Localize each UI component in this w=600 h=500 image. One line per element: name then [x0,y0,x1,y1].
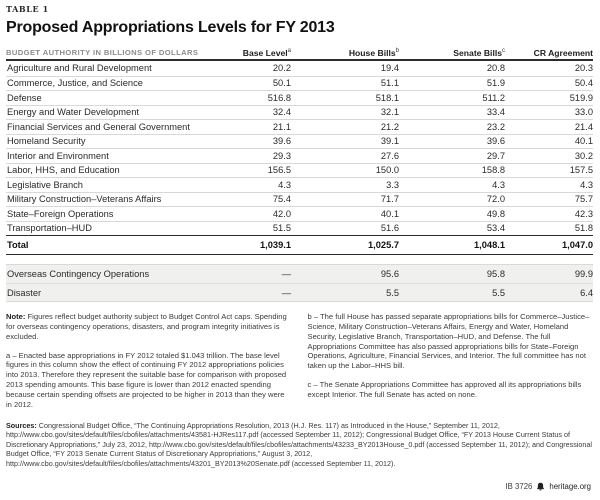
cell-value: 99.9 [574,269,593,279]
cell-value: 150.0 [375,165,399,176]
column-header-house-bills [291,48,399,58]
cell-value: 40.1 [380,208,399,219]
column-header-label: Base Level [242,47,288,58]
table-row [6,192,593,207]
cell-value: 158.8 [481,165,505,176]
total-value: 1,039.1 [259,240,291,250]
row-label: State–Foreign Operations [7,208,114,219]
cell-value: 4.3 [278,179,291,190]
cell-value: 95.8 [486,269,505,279]
cell-value: 75.4 [272,194,291,205]
cell-value: 20.2 [272,63,291,74]
table-row [6,221,593,236]
row-label: Labor, HHS, and Education [7,165,120,176]
cell-value: — [281,269,291,279]
column-header-cr-agreement [505,48,593,58]
cell-value: 157.5 [569,165,593,176]
footnote-a: a – Enacted base appropriations in FY 2012 totaled $1.043 trillion. The base level figures in this column show the effect of continuing FY 2012 appropriations policies into 2013. Therefore they represent the suitable base for comparison with proposed 2013 spending amounts. This base figure is lower than 2012 enacted spending because certain spending offsets are projected to be higher in 2013 than they were in 2012. [6,350,287,409]
cell-value: 95.6 [380,269,399,279]
document-id: IB 3726 [505,482,533,491]
table-total-row [6,235,593,255]
table-row [6,177,593,192]
column-header-label: CR Agreement [533,47,593,58]
table-row [6,105,593,120]
table-row [6,90,593,105]
footnotes-section [6,312,593,419]
column-header-base-level [199,48,291,58]
cell-value: 32.1 [380,107,399,118]
cell-value: 29.3 [272,150,291,161]
cell-value: 511.2 [482,92,505,103]
cell-value: 39.6 [486,136,505,147]
column-header-senate-bills [399,48,505,58]
cell-value: 23.2 [486,121,505,132]
cell-value: 19.4 [380,63,399,74]
cell-value: 156.5 [267,165,291,176]
row-label: Transportation–HUD [7,223,92,234]
table-row [6,265,593,283]
cell-value: 71.7 [380,194,399,205]
table-row [6,61,593,76]
row-label: Financial Services and General Government [7,121,190,132]
cell-value: 4.3 [492,179,505,190]
row-label: Energy and Water Development [7,107,139,118]
footnotes-right-column [308,312,594,419]
sources-text: Congressional Budget Office, “The Continuing Appropriations Resolution, 2013 (H.J. Res. 117) as Introduced in the House,” September 11, 2012, http://www.cbo.gov/sites/default/files/cbofiles/attachments/43581-HJRes117.pdf (accessed September 11, 2012); Congressional Budget Office, “FY 2013 House Current Status of Discretionary Appropriations,” July 23, 2012, http://www.cbo.gov/sites/default/files/cbofiles/attachments/43233_BY2013House_0.pdf (accessed September 11, 2012); and Congressional Budget Office, “FY 2013 Senate Current Status of Discretionary Appropriations,” August 3, 2012, http://www.cbo.gov/sites/default/files/cbofiles/attachments/43201_BY2013%20Senate.pdf (accessed September 11, 2012). [6,420,592,468]
total-value: 1,025.7 [367,240,399,250]
general-note: Note: Figures reflect budget authority subject to Budget Control Act caps. Spending for overseas contingency operations, disasters, and program integrity initiatives is excluded. [6,312,287,341]
total-value: 1,047.0 [561,240,593,250]
column-header-label: House Bills [348,47,396,58]
footnote-marker-b: b [395,47,399,54]
cell-value: 21.2 [380,121,399,132]
table-row [6,119,593,134]
cell-value: 42.3 [574,208,593,219]
cell-value: 6.4 [580,287,593,298]
table-header-row [6,46,593,61]
note-label: Note: [6,312,26,321]
cell-value: 51.1 [380,78,399,89]
footnote-b: b – The full House has passed separate appropriations bills for Commerce–Justice–Science, Military Construction–Veterans Affairs, Energy and Water, Homeland Security, Legislative Branch, Transportation–HUD, and Defense. The full Appropriations Committee has also passed appropriations bills for State–Foreign Operations, Agriculture, Financial Services, and Interior. The full committee has not taken up the Labor–HHS bill. [307,312,590,371]
table-row [6,134,593,149]
footnote-marker-c: c [502,47,505,54]
table-row [6,76,593,91]
cell-value: 33.0 [574,107,593,118]
cell-value: 27.6 [380,150,399,161]
cell-value: 20.8 [486,63,505,74]
cell-value: 53.4 [486,223,505,234]
page-title: Proposed Appropriations Levels for FY 2013 [6,19,335,36]
total-label: Total [7,240,29,250]
table-row [6,148,593,163]
cell-value: 518.1 [375,92,399,103]
cell-value: 519.9 [569,92,593,103]
cell-value: 33.4 [486,107,505,118]
cell-value: 40.1 [574,136,593,147]
row-label: Defense [7,92,42,103]
cell-value: 516.8 [267,92,291,103]
sources-label: Sources: [6,420,37,430]
cell-value: 75.7 [574,194,593,205]
row-label: Disaster [7,287,42,298]
cell-value: 39.6 [272,136,291,147]
cell-value: — [281,287,291,298]
cell-value: 4.3 [580,179,593,190]
cell-value: 49.8 [486,208,505,219]
cell-value: 72.0 [486,194,505,205]
row-label: Homeland Security [7,136,86,147]
table-row [6,283,593,301]
cell-value: 51.9 [486,78,505,89]
cell-value: 51.8 [574,223,593,234]
liberty-bell-icon [536,482,545,491]
footnotes-left-column [6,312,292,419]
cell-value: 21.4 [574,121,593,132]
appropriations-table [6,46,593,302]
cell-value: 21.1 [272,121,291,132]
row-label: Commerce, Justice, and Science [7,78,143,89]
cell-value: 29.7 [486,150,505,161]
cell-value: 32.4 [272,107,291,118]
table-row [6,206,593,221]
table-row [6,163,593,178]
table-units-label: BUDGET AUTHORITY IN BILLIONS OF DOLLARS [6,48,199,57]
row-label: Agriculture and Rural Development [7,63,152,74]
cell-value: 50.4 [574,78,593,89]
total-value: 1,048.1 [473,240,505,250]
table-number-label: TABLE 1 [6,4,49,14]
cell-value: 51.6 [380,223,399,234]
column-header-label: Senate Bills [453,47,502,58]
row-label: Legislative Branch [7,179,83,190]
cell-value: 39.1 [380,136,399,147]
website-text: heritage.org [549,482,591,491]
cell-value: 42.0 [272,208,291,219]
document-footer [505,482,591,491]
table-body [6,61,593,235]
cell-value: 3.3 [386,179,399,190]
cell-value: 20.3 [574,63,593,74]
cell-value: 5.5 [386,287,399,298]
cell-value: 51.5 [272,223,291,234]
footnote-marker-a: a [287,47,291,54]
cell-value: 50.1 [272,78,291,89]
cell-value: 5.5 [492,287,505,298]
row-label: Overseas Contingency Operations [7,269,150,279]
cell-value: 30.2 [574,150,593,161]
footnote-c: c – The Senate Appropriations Committee has approved all its appropriations bills except Interior. The full Senate has acted on none. [307,380,582,400]
sources-section [6,421,593,469]
row-label: Military Construction–Veterans Affairs [7,194,162,205]
supplemental-rows-section [6,264,593,302]
row-label: Interior and Environment [7,150,109,161]
